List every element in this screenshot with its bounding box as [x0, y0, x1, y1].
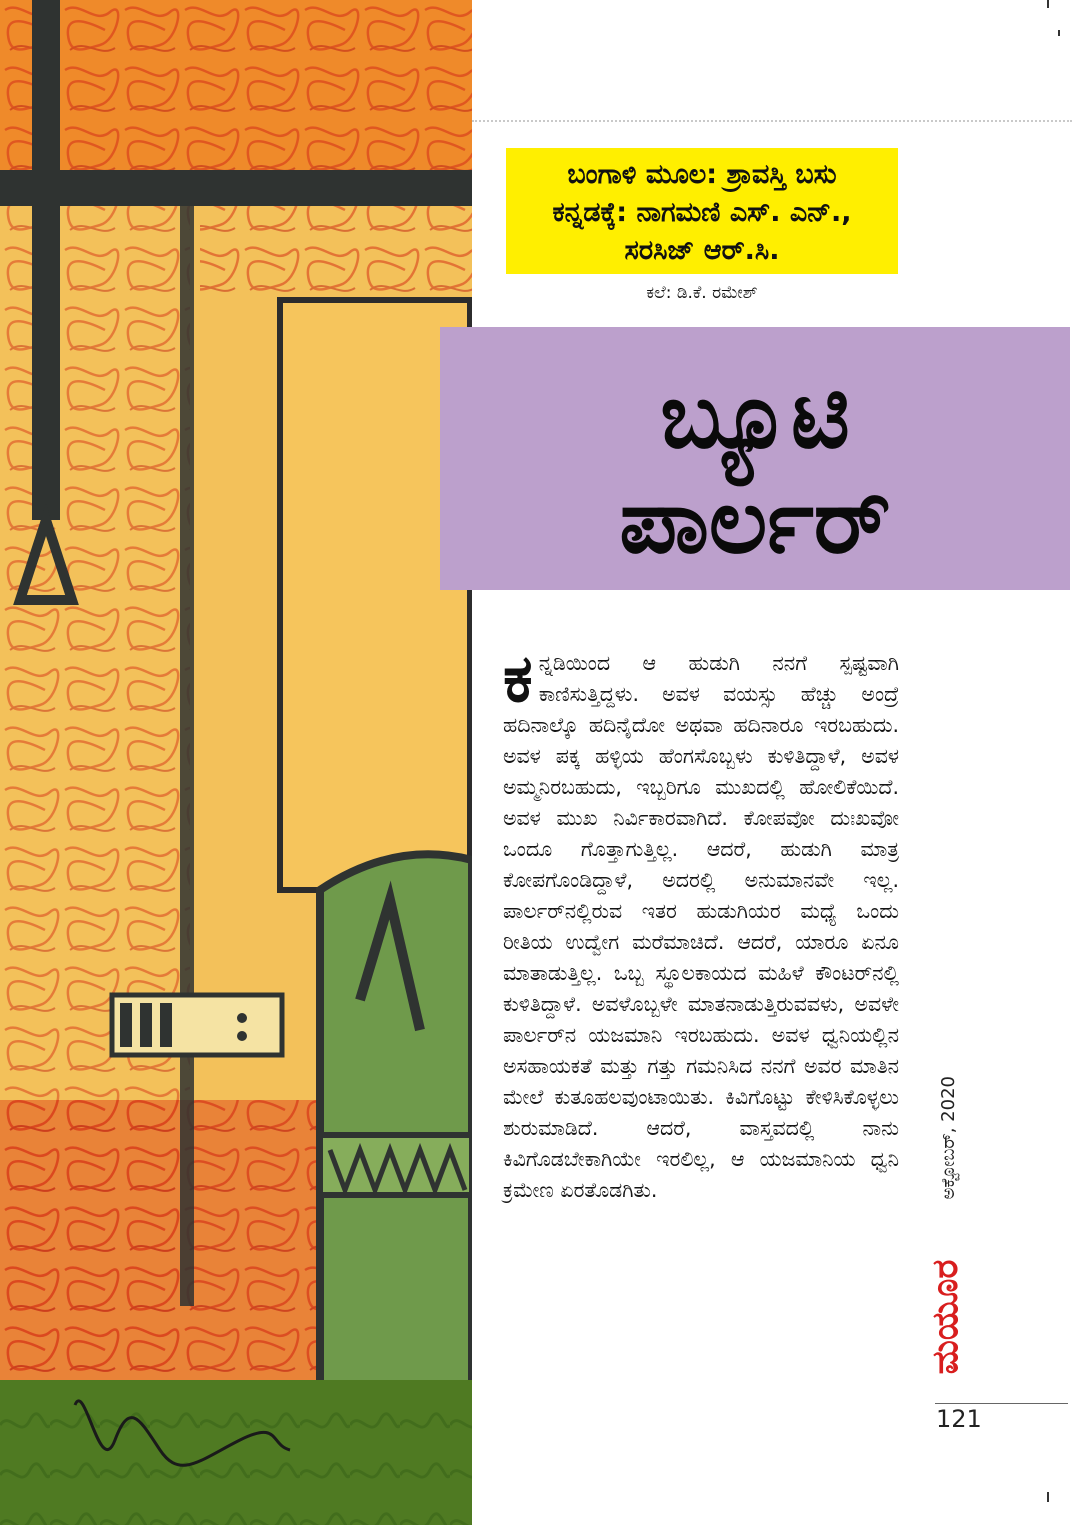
credit-original: ಬಂಗಾಳಿ ಮೂಲ: ಶ್ರಾವಸ್ತಿ ಬಸು: [567, 159, 837, 190]
artist-credit: ಕಲೆ: ಡಿ.ಕೆ. ರಮೇಶ್: [646, 283, 758, 303]
illustration-svg: [0, 0, 472, 1525]
magazine-logo-text: ಮಯೂರ: [925, 1259, 966, 1375]
credit-translators: ಕನ್ನಡಕ್ಕೆ: ನಾಗಮಣಿ ಎಸ್. ಎನ್.,: [552, 197, 852, 228]
credit-translators-cont: ಸರಸಿಜ್ ಆರ್.ಸಿ.: [624, 235, 780, 266]
article-title-line2: ಪಾರ್ಲರ್: [619, 469, 891, 574]
dotted-divider: [472, 120, 1072, 122]
drop-cap: ಕ: [503, 640, 533, 717]
magazine-logo: [922, 1258, 970, 1376]
crop-mark: [1047, 1492, 1049, 1502]
footer-rule: [935, 1403, 1068, 1404]
article-body: [503, 640, 899, 1206]
article-paragraph: ನ್ನಡಿಯಿಂದ ಆ ಹುಡುಗಿ ನನಗೆ ಸ್ಪಷ್ಟವಾಗಿ ಕಾಣಿಸುತ್ತಿದ್ದಳು. ಅವಳ ವಯಸ್ಸು ಹೆಚ್ಚು ಅಂದ್ರೆ ಹದಿನಾಲ್ಕೊ ಹದಿನೈದೋ ಅಥವಾ ಹದಿನಾರೂ ಇರಬಹುದು. ಅವಳ ಪಕ್ಕ ಹಳ್ಳಿಯ ಹೆಂಗಸೊಬ್ಬಳು ಕುಳಿತಿದ್ದಾಳೆ, ಅವಳ ಅಮ್ಮನಿರಬಹುದು, ಇಬ್ಬರಿಗೂ ಮುಖದಲ್ಲಿ ಹೋಲಿಕೆಯಿದೆ. ಅವಳ ಮುಖ ನಿರ್ವಿಕಾರವಾಗಿದೆ. ಕೋಪವೋ ದುಃಖವೋ ಒಂದೂ ಗೊತ್ತಾಗುತ್ತಿಲ್ಲ. ಆದರೆ, ಹುಡುಗಿ ಮಾತ್ರ ಕೋಪಗೊಂಡಿದ್ದಾಳೆ, ಅದರಲ್ಲಿ ಅನುಮಾನವೇ ಇಲ್ಲ. ಪಾರ್ಲರ್‌ನಲ್ಲಿರುವ ಇತರ ಹುಡುಗಿಯರ ಮಧ್ಯೆ ಒಂದು ರೀತಿಯ ಉದ್ವೇಗ ಮರೆಮಾಚಿದೆ. ಆದರೆ, ಯಾರೂ ಏನೂ ಮಾತಾಡುತ್ತಿಲ್ಲ. ಒಬ್ಬ ಸ್ಥೂಲಕಾಯದ ಮಹಿಳೆ ಕೌಂಟರ್‌ನಲ್ಲಿ ಕುಳಿತಿದ್ದಾಳೆ. ಅವಳೊಬ್ಬಳೇ ಮಾತನಾಡುತ್ತಿರುವವಳು, ಅವಳೇ ಪಾರ್ಲರ್‌ನ ಯಜಮಾನಿ ಇರಬಹುದು. ಅವಳ ಧ್ವನಿಯಲ್ಲಿನ ಅಸಹಾಯಕತೆ ಮತ್ತು ಗತ್ತು ಗಮನಿಸಿದ ನನಗೆ ಅವರ ಮಾತಿನ ಮೇಲೆ ಕುತೂಹಲವುಂಟಾಯಿತು. ಕಿವಿಗೊಟ್ಟು ಕೇಳಿಸಿಕೊಳ್ಳಲು ಶುರುಮಾಡಿದೆ. ಆದರೆ, ವಾಸ್ತವದಲ್ಲಿ ನಾನು ಕಿವಿಗೊಡಬೇಕಾಗಿಯೇ ಇರಲಿಲ್ಲ, ಆ ಯಜಮಾನಿಯ ಧ್ವನಿ ಕ್ರಮೇಣ ಏರತೊಡಗಿತು.: [503, 651, 899, 1202]
author-credits: [506, 148, 898, 274]
illustration: [0, 0, 472, 1525]
crop-mark: [1058, 30, 1060, 36]
article-title-line1: ಬ್ಯೂಟಿ: [660, 364, 850, 469]
crop-mark: [1047, 0, 1049, 8]
title-box: [440, 327, 1070, 590]
issue-date: ಅಕ್ಟೋಬರ್, 2020: [938, 1076, 959, 1200]
page-number: 121: [936, 1405, 982, 1433]
